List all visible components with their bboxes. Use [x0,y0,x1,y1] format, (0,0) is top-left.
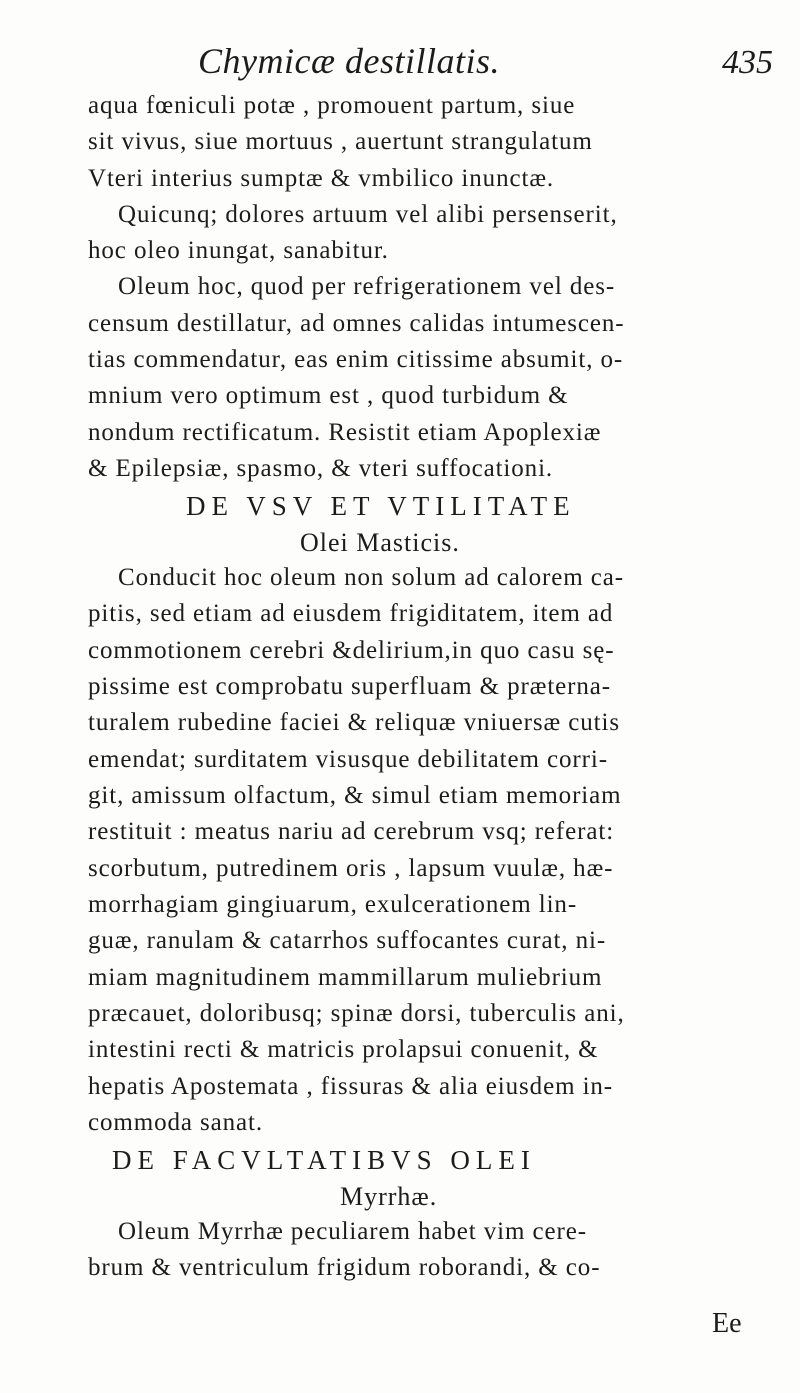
running-title: Chymicæ destillatis. [198,41,500,81]
text-line: censum destillatur, ad omnes calidas intumescen- [88,310,625,337]
section-heading: DE FACVLTATIBVS OLEI [112,1145,536,1175]
text-line: mnium vero optimum est , quod turbidum & [88,382,569,409]
text-line: intestini recti & matricis prolapsui conuenit, & [88,1036,599,1063]
text-line: pitis, sed etiam ad eiusdem frigiditatem, item ad [88,600,614,627]
text-line: Quicunq; dolores artuum vel alibi persenserit, [118,201,618,228]
text-line: restituit : meatus nariu ad cerebrum vsq; referat: [88,818,615,845]
text-line: commotionem cerebri &delirium,in quo casu sę- [88,637,615,664]
text-line: sit vivus, siue mortuus , auertunt strangulatum [88,128,593,155]
text-line: guæ, ranulam & catarrhos suffocantes curat, ni- [88,927,607,954]
text-line: Oleum hoc, quod per refrigerationem vel des- [118,273,616,300]
text-line: git, amissum olfactum, & simul etiam memoriam [88,782,622,809]
signature-mark: Ee [712,1308,742,1339]
text-line: hoc oleo inungat, sanabitur. [88,237,389,264]
text-line: Oleum Myrrhæ peculiarem habet vim cere- [118,1218,587,1245]
text-line: Conducit hoc oleum non solum ad calorem ca- [118,564,624,591]
text-line: nondum rectificatum. Resistit etiam Apoplexiæ [88,419,602,446]
section-subheading: Myrrhæ. [340,1182,438,1211]
text-line: morrhagiam gingiuarum, exulcerationem lin- [88,891,578,918]
page-number: 435 [722,44,773,81]
text-line: & Epilepsiæ, spasmo, & vteri suffocationi. [88,455,554,482]
text-line: hepatis Apostemata , fissuras & alia eiusdem in- [88,1073,614,1100]
text-line: miam magnitudinem mammillarum muliebrium [88,964,603,991]
text-line: emendat; surditatem visusque debilitatem corri- [88,746,608,773]
running-head [0,40,800,92]
section-heading: DE VSV ET VTILITATE [186,491,576,521]
text-line: brum & ventriculum frigidum roborandi, & co- [88,1254,601,1281]
text-line: commoda sanat. [88,1109,264,1136]
text-line: pissime est comprobatu superfluam & præterna- [88,673,612,700]
text-line: præcauet, doloribusq; spinæ dorsi, tuberculis ani, [88,1000,625,1027]
section-subheading: Olei Masticis. [300,528,460,557]
text-line: scorbutum, putredinem oris , lapsum vuulæ, hæ- [88,855,614,882]
text-line: tias commendatur, eas enim citissime absumit, o- [88,346,624,373]
text-line: Vteri interius sumptæ & vmbilico inunctæ. [88,165,555,192]
text-line: turalem rubedine faciei & reliquæ vniuersæ cutis [88,709,620,736]
text-line: aqua fœniculi potæ , promouent partum, siue [88,92,576,119]
